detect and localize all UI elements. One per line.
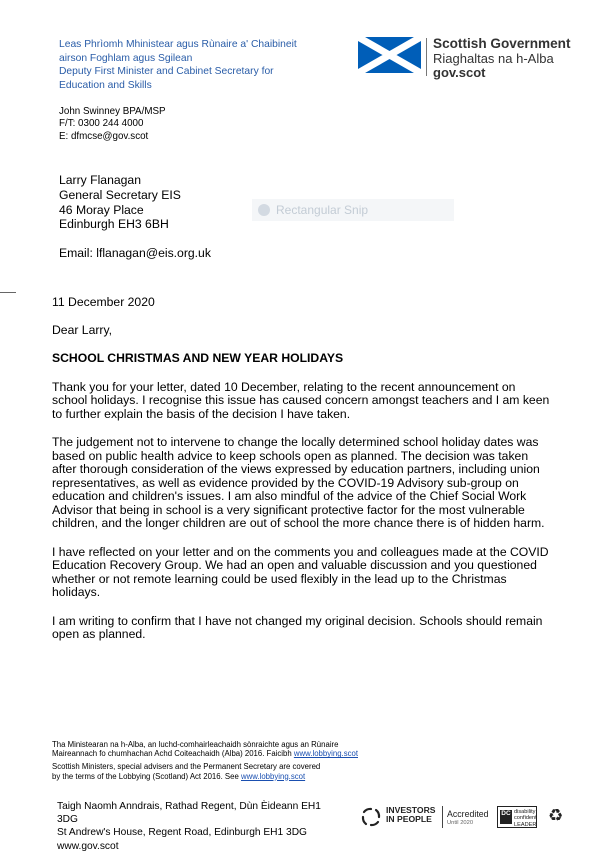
paragraph-line: based on public health advice to keep schools open as planned. The decision was taken bbox=[52, 448, 529, 463]
recipient-address bbox=[59, 173, 181, 232]
legal-line: Tha Ministearan na h-Alba, an luchd-comhairleachaidh sònraichte agus an Rùnaire bbox=[52, 740, 339, 749]
lobbying-link-english[interactable]: www.lobbying.scot bbox=[240, 771, 306, 781]
minister-line: Deputy First Minister and Cabinet Secretary for bbox=[59, 66, 274, 78]
address-line: St Andrew's House, Regent Road, Edinburgh EH1 3DG bbox=[57, 827, 307, 839]
recycle-icon: ♻ bbox=[548, 806, 564, 825]
paragraph-line: Thank you for your letter, dated 10 December, relating to the recent announcement on bbox=[52, 379, 516, 394]
legal-line: Scottish Ministers, special advisers and the Permanent Secretary are covered bbox=[52, 762, 321, 772]
dc-line: confident bbox=[514, 815, 537, 822]
paragraph-line: Advisor that being in school is a very significant protective factor for the most vulnerable bbox=[52, 502, 525, 517]
minister-line: Education and Skills bbox=[59, 79, 152, 91]
paragraph-line: school holidays. I recognise this issue has caused concern amongst teachers and I am keen bbox=[52, 393, 550, 407]
lobbying-notice-gaelic bbox=[52, 740, 452, 758]
paragraph-line: to further explain the basis of the decision I have taken. bbox=[52, 406, 351, 421]
dc-line: LEADER bbox=[514, 821, 537, 828]
saltire-flag-icon bbox=[358, 37, 421, 73]
salutation: Dear Larry, bbox=[52, 322, 113, 337]
accredited-until: Until 2020 bbox=[447, 820, 474, 826]
lobbying-notice-english bbox=[52, 762, 452, 780]
iip-line: INVESTORS bbox=[386, 805, 436, 815]
lobbying-notice bbox=[52, 740, 452, 785]
logo-divider bbox=[426, 38, 427, 76]
accredited-label: Accredited bbox=[447, 809, 489, 819]
recipient-email: Email: lflanagan@eis.org.uk bbox=[59, 246, 211, 260]
iip-line: IN PEOPLE bbox=[386, 814, 432, 825]
sender-phone: F/T: 0300 244 4000 bbox=[59, 118, 144, 130]
accreditation-divider bbox=[442, 806, 443, 828]
snip-icon bbox=[258, 204, 270, 216]
minister-title bbox=[59, 38, 297, 92]
rectangular-snip-overlay bbox=[252, 199, 454, 221]
letter-body bbox=[52, 296, 572, 642]
paragraph-line: after thorough consideration of the views expressed by education partners, including union bbox=[52, 462, 540, 476]
sender-name: John Swinney BPA/MSP bbox=[59, 106, 166, 117]
dc-line: disability bbox=[514, 809, 536, 815]
recipient-name: Larry Flanagan bbox=[59, 173, 141, 187]
recipient-title: General Secretary EIS bbox=[59, 187, 181, 202]
paragraph-line: education and children's issues. I am also mindful of the advice of the Chief Social Work bbox=[52, 489, 527, 503]
investors-in-people-icon bbox=[360, 806, 382, 828]
logo-line-gaelic: Riaghaltas na h-Alba bbox=[433, 51, 554, 66]
fold-mark bbox=[0, 292, 16, 293]
disability-confident-badge: DC bbox=[500, 810, 512, 824]
paragraph-4 bbox=[52, 615, 572, 642]
subject-line: SCHOOL CHRISTMAS AND NEW YEAR HOLIDAYS bbox=[52, 351, 344, 365]
disability-confident-text bbox=[514, 809, 537, 828]
logo-line-url: gov.scot bbox=[433, 65, 486, 80]
paragraph-line: open as planned. bbox=[52, 627, 146, 641]
accreditation-logos bbox=[360, 804, 570, 832]
paragraph-3 bbox=[52, 546, 572, 600]
paragraph-line: The judgement not to intervene to change the locally determined school holiday dates was bbox=[52, 435, 539, 449]
paragraph-2 bbox=[52, 436, 572, 531]
paragraph-line: whether or not remote learning could be used flexibly in the lead up to the Christmas bbox=[52, 571, 507, 586]
sender-contact bbox=[59, 106, 166, 143]
legal-line: by the terms of the Lobbying (Scotland) Act 2016. See bbox=[52, 771, 239, 781]
paragraph-line: representatives, as well as evidence provided by the COVID-19 Advisory sub-group on bbox=[52, 475, 519, 490]
paragraph-line: Education Recovery Group. We had an open and valuable discussion and you questioned bbox=[52, 558, 537, 572]
lobbying-link-gaelic[interactable]: www.lobbying.scot bbox=[293, 749, 358, 759]
logo-line-english: Scottish Government bbox=[433, 36, 571, 51]
paragraph-line: holidays. bbox=[52, 585, 101, 599]
paragraph-line: I have reflected on your letter and on the comments you and colleagues made at the COVID bbox=[52, 544, 549, 559]
legal-line: Maireannach fo chumhachan Achd Coiteachaidh (Alba) 2016. Faicibh bbox=[52, 749, 292, 759]
recipient-city: Edinburgh EH3 6BH bbox=[59, 217, 169, 232]
website-link[interactable]: www.gov.scot bbox=[57, 840, 119, 852]
paragraph-1 bbox=[52, 381, 572, 422]
snip-label: Rectangular Snip bbox=[276, 203, 369, 217]
disability-confident-logo bbox=[497, 806, 537, 828]
recipient-street: 46 Moray Place bbox=[59, 202, 144, 217]
scottish-government-logo bbox=[358, 37, 578, 79]
minister-line: airson Foghlam agus Sgilean bbox=[59, 52, 193, 64]
address-line: 3DG bbox=[57, 814, 78, 826]
minister-line: Leas Phrìomh Mhinistear agus Rùnaire a' Chaibineit bbox=[59, 39, 297, 50]
address-line: Taigh Naomh Anndrais, Rathad Regent, Dùn Èideann EH1 bbox=[57, 801, 321, 812]
paragraph-line: children, and the longer children are out of school the more chance there is of hidden harm. bbox=[52, 516, 545, 530]
office-address bbox=[57, 800, 321, 853]
letter-date: 11 December 2020 bbox=[52, 295, 155, 309]
paragraph-line: I am writing to confirm that I have not changed my original decision. Schools should remain bbox=[52, 613, 543, 628]
sender-email: E: dfmcse@gov.scot bbox=[59, 130, 149, 142]
investors-in-people-text bbox=[386, 806, 436, 824]
